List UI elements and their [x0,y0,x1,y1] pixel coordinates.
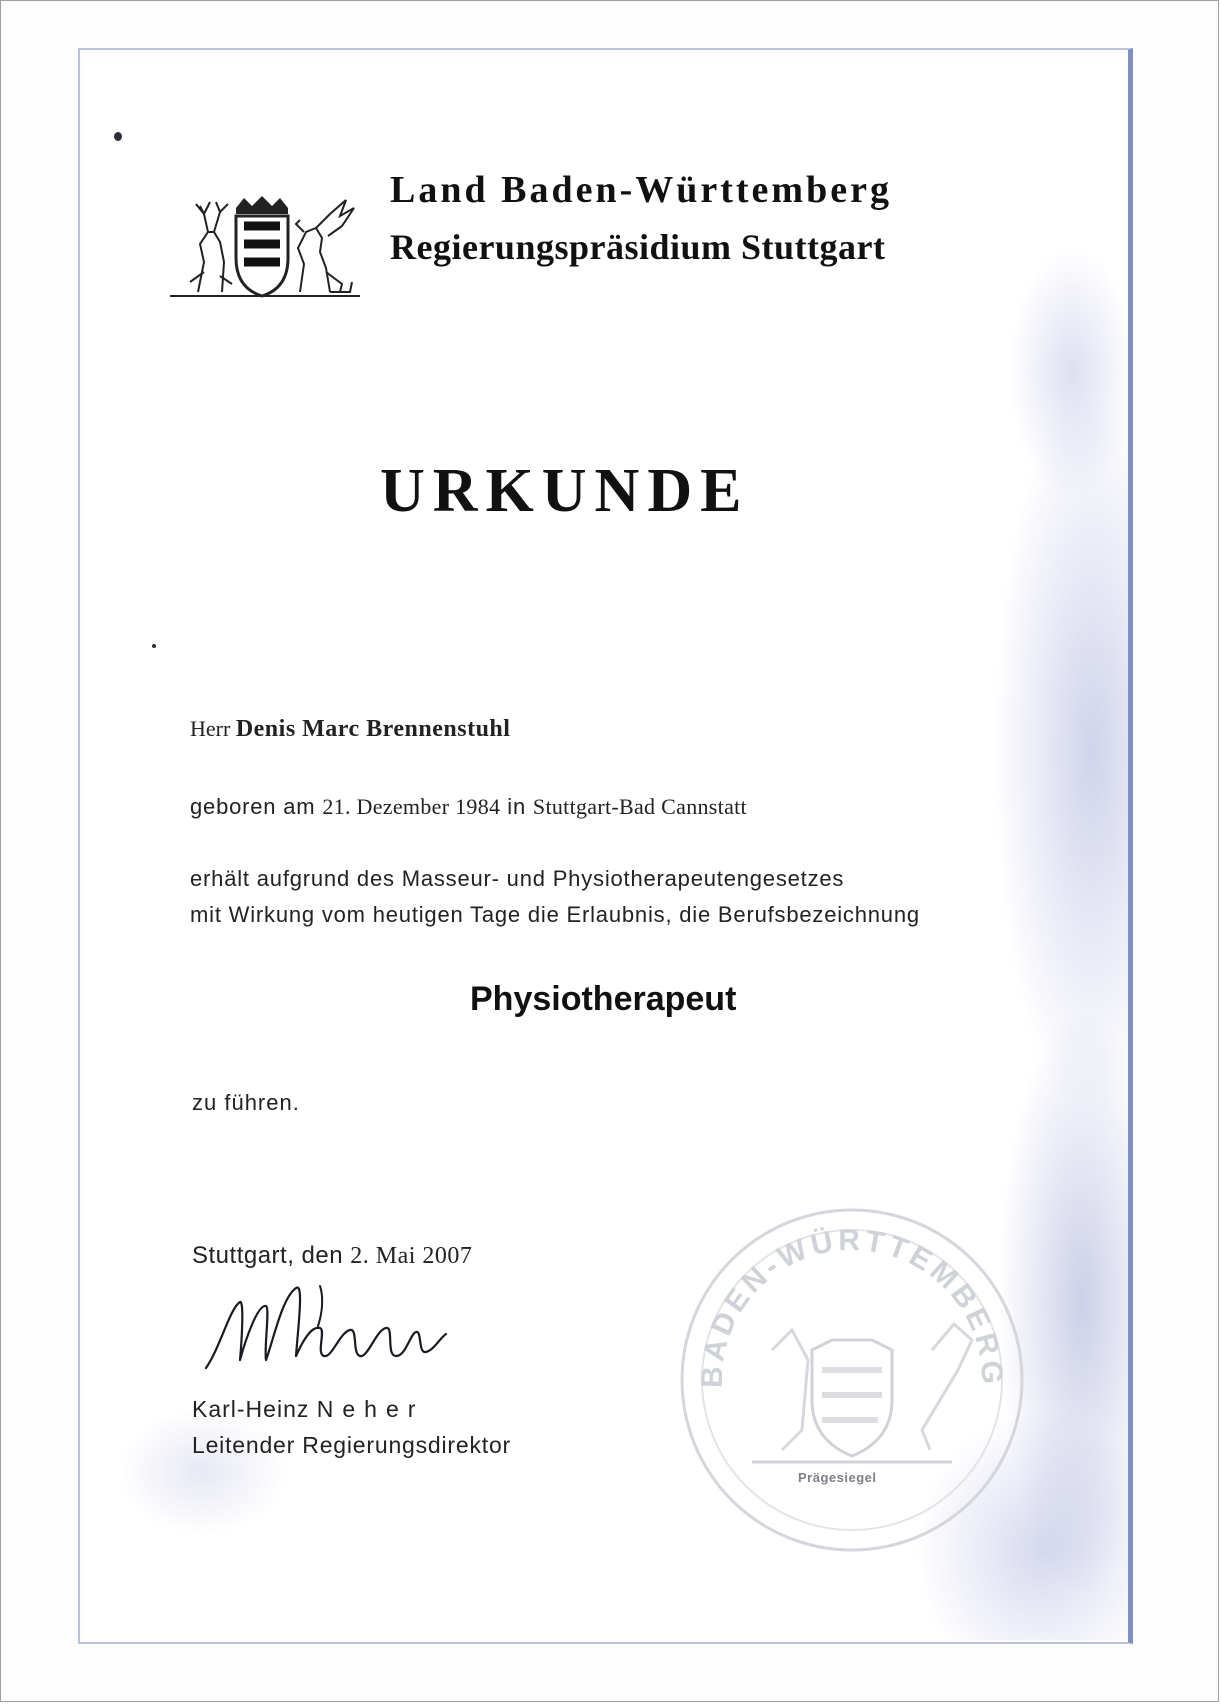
ink-speck [114,132,122,141]
embossed-seal-icon [672,1200,1032,1560]
grant-line-2: mit Wirkung vom heutigen Tage die Erlaubnis, die Berufsbezeichnung [190,902,920,927]
birth-place: Stuttgart-Bad Cannstatt [532,794,747,819]
signer-last-name: Neher [316,1396,425,1422]
birth-prefix: geboren am [190,794,316,819]
ink-speck [152,644,156,648]
grant-line-1: erhält aufgrund des Masseur- und Physiotherapeutengesetzes [190,866,845,891]
seal-legend: BADEN-WÜRTTEMBERG [695,1223,1009,1389]
handwritten-signature-icon [200,1268,480,1378]
birth-date: 21. Dezember 1984 [322,794,501,819]
birth-line [190,794,747,820]
recipient-line [190,716,510,743]
authority-name: Regierungspräsidium Stuttgart [390,227,886,267]
signer-first-name: Karl-Heinz [192,1396,310,1422]
coat-of-arms-icon [170,192,360,300]
state-name: Land Baden-Württemberg [390,169,892,211]
closing-line: zu führen. [192,1090,300,1115]
signer-name [192,1396,424,1423]
seal-label: Prägesiegel [798,1470,877,1485]
profession-title: Physiotherapeut [470,980,737,1018]
salutation: Herr [190,716,231,741]
issue-date: 2. Mai 2007 [350,1243,473,1269]
document-title: URKUNDE [380,457,750,525]
place-prefix: Stuttgart, den [192,1242,344,1269]
birth-in: in [507,794,526,819]
recipient-name: Denis Marc Brennenstuhl [235,716,511,742]
place-date-line [192,1242,472,1270]
signer-title: Leitender Regierungsdirektor [192,1432,512,1458]
